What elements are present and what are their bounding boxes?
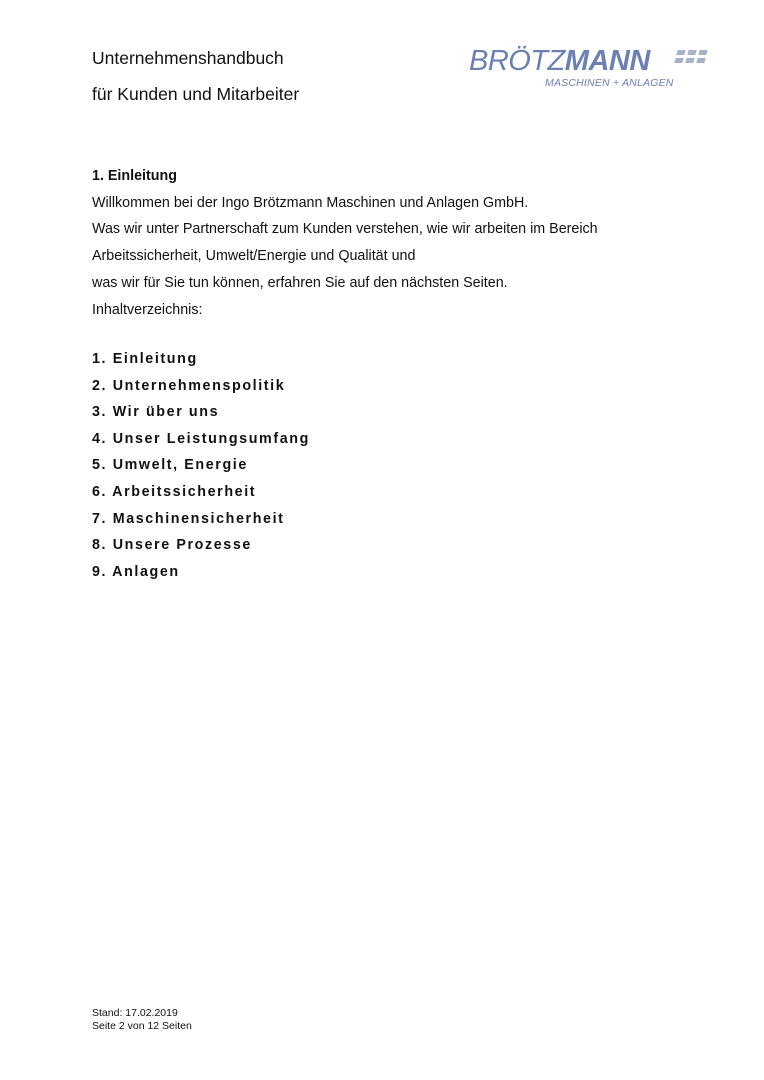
logo-tagline: MASCHINEN + ANLAGEN bbox=[545, 77, 674, 89]
logo-name-bold: MANN bbox=[564, 45, 650, 77]
logo-wordmark bbox=[469, 44, 650, 78]
intro-line: Willkommen bei der Ingo Brötzmann Maschinen und Anlagen GmbH. bbox=[92, 194, 529, 211]
toc-label: Inhaltverzeichnis: bbox=[92, 301, 203, 318]
toc-item: 1. Einleitung bbox=[92, 351, 198, 367]
introduction-section bbox=[92, 163, 598, 323]
section-heading: 1. Einleitung bbox=[92, 168, 177, 184]
document-title: Unternehmenshandbuch bbox=[92, 48, 284, 68]
toc-item: 3. Wir über uns bbox=[92, 404, 220, 421]
page-footer bbox=[92, 1007, 192, 1033]
logo-name-light: BRÖTZ bbox=[469, 45, 565, 77]
company-logo bbox=[469, 44, 714, 94]
toc-item: 2. Unternehmenspolitik bbox=[92, 377, 286, 394]
toc-item: 8. Unsere Prozesse bbox=[92, 537, 252, 554]
logo-dots-icon bbox=[677, 50, 709, 66]
page-number: Seite 2 von 12 Seiten bbox=[92, 1020, 192, 1032]
table-of-contents bbox=[92, 346, 310, 585]
intro-line: was wir für Sie tun können, erfahren Sie auf den nächsten Seiten. bbox=[92, 274, 508, 291]
toc-item: 5. Umwelt, Energie bbox=[92, 457, 248, 474]
toc-item: 9. Anlagen bbox=[92, 563, 180, 580]
intro-line: Was wir unter Partnerschaft zum Kunden verstehen, wie wir arbeiten im Bereich bbox=[92, 221, 598, 238]
revision-date: Stand: 17.02.2019 bbox=[92, 1007, 178, 1019]
toc-item: 6. Arbeitssicherheit bbox=[92, 483, 257, 500]
toc-item: 4. Unser Leistungsumfang bbox=[92, 430, 310, 447]
document-subtitle: für Kunden und Mitarbeiter bbox=[92, 84, 300, 104]
toc-item: 7. Maschinensicherheit bbox=[92, 510, 285, 527]
intro-line: Arbeitssicherheit, Umwelt/Energie und Qualität und bbox=[92, 248, 416, 265]
